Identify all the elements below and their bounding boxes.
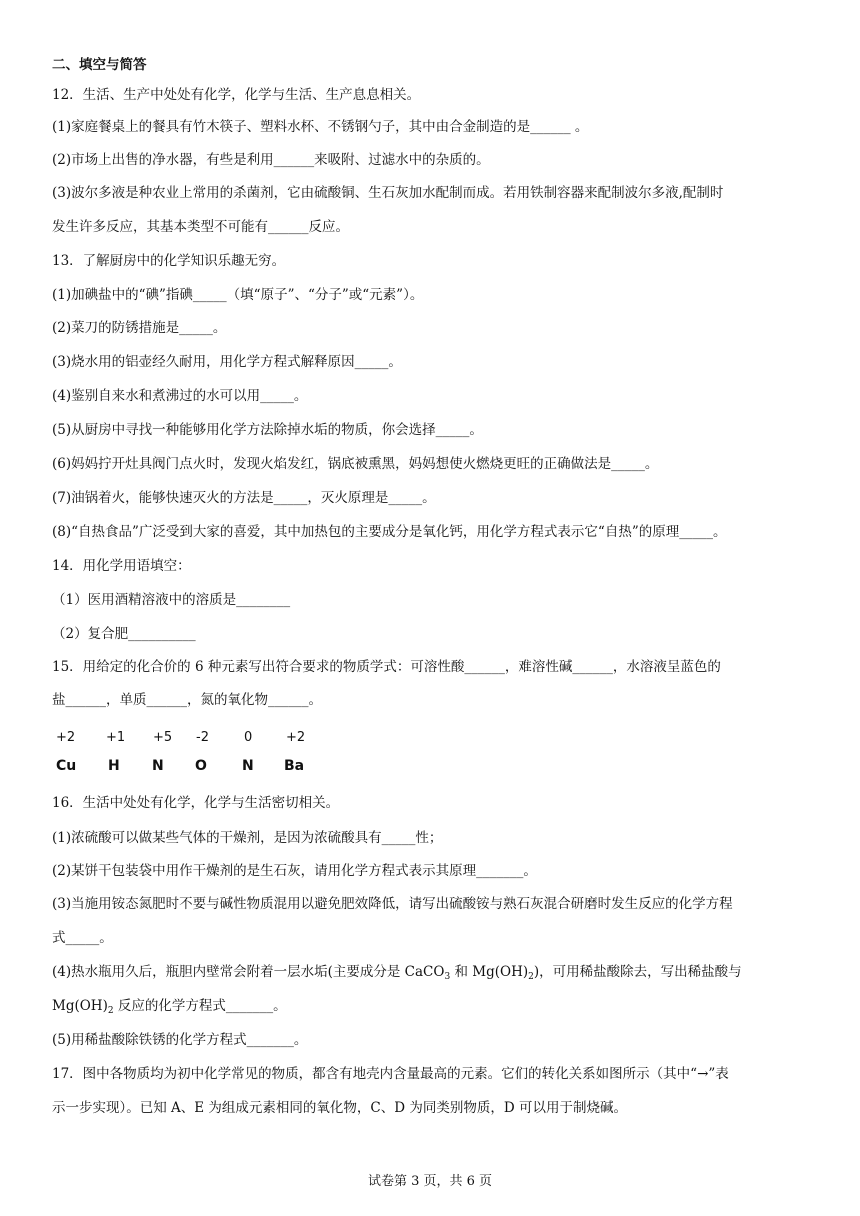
q12-stem: 12．生活、生产中处处有化学，化学与生活、生产息息相关。 (52, 87, 421, 103)
q16-p4b-text-2: 反应的化学方程式_______。 (113, 998, 287, 1014)
valence-cu: +2 (56, 730, 76, 745)
element-n: N (152, 758, 164, 774)
valence-h: +1 (106, 730, 126, 745)
q16-part-4-line-1 (52, 963, 820, 986)
element-o: O (195, 758, 207, 774)
q17-stem-line-2: 示一步实现）。已知 A、E 为组成元素相同的氧化物，C、D 为同类别物质，D 可以用于制烧碱。 (52, 1100, 627, 1116)
q16-part-3-line-1: (3)当施用铵态氮肥时不要与碱性物质混用以避免肥效降低，请写出硫酸铵与熟石灰混合研磨时发生反应的化学方程 (52, 896, 733, 912)
q13-part-6: (6)妈妈拧开灶具阀门点火时，发现火焰发红，锅底被熏黑，妈妈想使火燃烧更旺的正确做法是_____。 (52, 456, 659, 472)
q14-part-1: （1）医用酒精溶液中的溶质是________ (52, 592, 291, 608)
q16-p4-text-2: 和 Mg(OH) (450, 964, 529, 980)
q13-part-8: (8)“自热食品”广泛受到大家的喜爱，其中加热包的主要成分是氧化钙，用化学方程式表示它“自热”的原理_____。 (52, 524, 727, 540)
page-footer: 试卷第 3 页，共 6 页 (367, 1174, 493, 1189)
q13-part-2: (2)菜刀的防锈措施是_____。 (52, 320, 227, 336)
valence-n: +5 (153, 730, 173, 745)
q13-part-4: (4)鉴别自来水和煮沸过的水可以用_____。 (52, 388, 308, 404)
element-h: H (108, 758, 120, 774)
q13-part-3: (3)烧水用的铝壶经久耐用，用化学方程式解释原因_____。 (52, 354, 402, 370)
q16-p4-text-1: (4)热水瓶用久后，瓶胆内壁常会附着一层水垢(主要成分是 CaCO (52, 964, 445, 980)
q15-stem-line-2: 盐______，单质______，氮的氧化物______。 (52, 692, 322, 708)
q16-p4-sub-1: 3 (444, 972, 451, 982)
q16-part-1: (1)浓硫酸可以做某些气体的干燥剂，是因为浓硫酸具有_____性； (52, 830, 443, 846)
section-title: 二、填空与简答 (52, 57, 147, 73)
q12-part-3-line-2: 发生许多反应，其基本类型不可能有______反应。 (52, 219, 349, 235)
q15-stem-line-1: 15．用给定的化合价的 6 种元素写出符合要求的物质学式：可溶性酸______，难溶性碱______，水溶液呈蓝色的 (52, 659, 721, 675)
element-n2: N (242, 758, 254, 774)
q16-part-2: (2)某饼干包装袋中用作干燥剂的是生石灰，请用化学方程式表示其原理_______。 (52, 863, 537, 879)
q13-stem: 13．了解厨房中的化学知识乐趣无穷。 (52, 253, 286, 269)
q16-p4b-text-1: Mg(OH) (52, 998, 108, 1014)
valence-n2: 0 (244, 730, 253, 745)
valence-ba: +2 (286, 730, 306, 745)
q13-part-7: (7)油锅着火，能够快速灭火的方法是_____，灭火原理是_____。 (52, 490, 436, 506)
q12-part-2: (2)市场上出售的净水器，有些是利用______来吸附、过滤水中的杂质的。 (52, 152, 490, 168)
q17-stem-line-1: 17．图中各物质均为初中化学常见的物质，都含有地壳内含量最高的元素。它们的转化关系如图所示（其中“→”表 (52, 1066, 729, 1082)
q13-part-1: (1)加碘盐中的“碘”指碘_____（填“原子”、“分子”或“元素”）。 (52, 287, 424, 303)
q12-part-1: (1)家庭餐桌上的餐具有竹木筷子、塑料水杯、不锈钢勺子，其中由合金制造的是______ 。 (52, 119, 589, 135)
element-ba: Ba (284, 758, 305, 774)
q12-part-3-line-1: (3)波尔多液是种农业上常用的杀菌剂，它由硫酸铜、生石灰加水配制而成。若用铁制容器来配制波尔多液,配制时 (52, 185, 724, 201)
q14-part-2: （2）复合肥__________ (52, 626, 196, 642)
q16-p4b-sub: 2 (107, 1006, 114, 1016)
element-cu: Cu (56, 758, 77, 774)
q14-stem: 14．用化学用语填空： (52, 558, 191, 574)
q16-p4-text-3: )，可用稀盐酸除去，写出稀盐酸与 (533, 964, 742, 980)
q16-stem: 16．生活中处处有化学，化学与生活密切相关。 (52, 795, 340, 811)
q16-p4-sub-2: 2 (528, 972, 534, 982)
q13-part-5: (5)从厨房中寻找一种能够用化学方法除掉水垢的物质，你会选择_____。 (52, 422, 483, 438)
valence-o: -2 (196, 730, 209, 745)
q16-part-4-line-2 (52, 997, 820, 1020)
q16-part-5: (5)用稀盐酸除铁锈的化学方程式_______。 (52, 1032, 308, 1048)
q16-part-3-line-2: 式_____。 (52, 930, 113, 946)
